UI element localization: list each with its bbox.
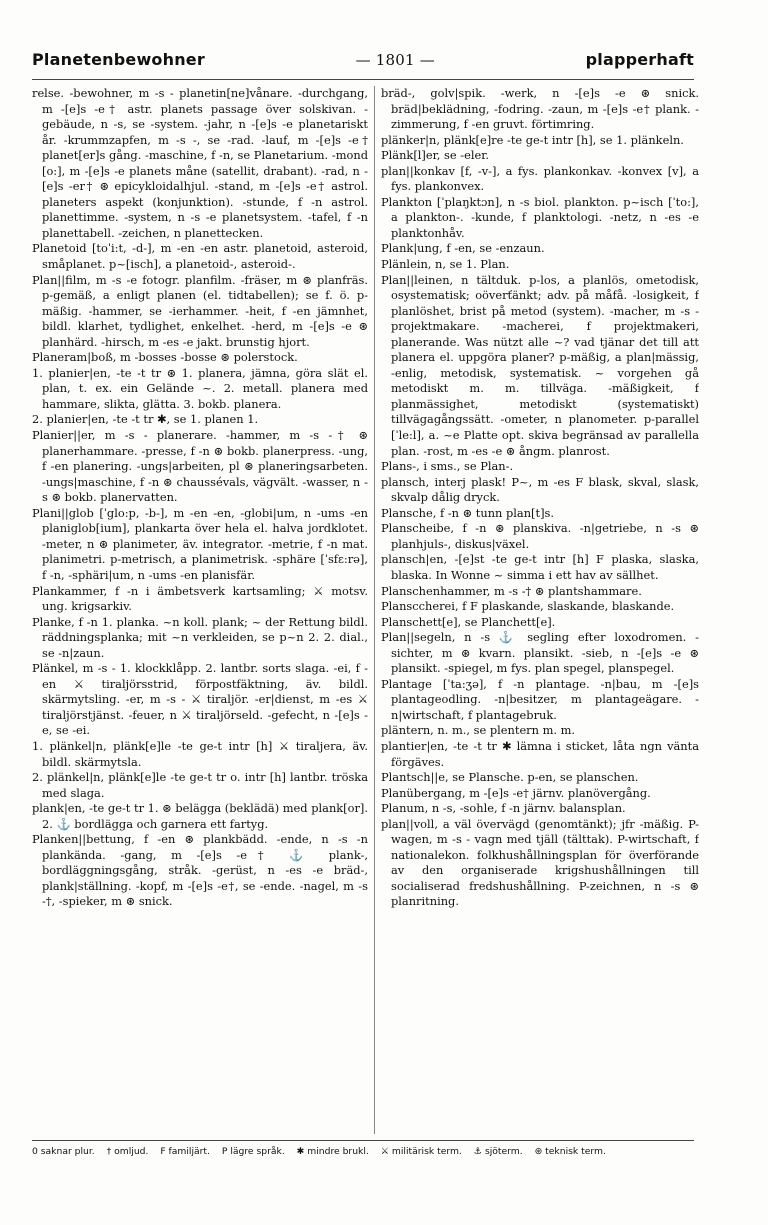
dictionary-entry: Plansche, f -n ⊛ tunn plan[t]s.	[381, 505, 554, 520]
footer-rule	[32, 1140, 694, 1141]
page-number: — 1801 —	[355, 51, 435, 69]
dictionary-entry: Plans-, i sms., se Plan-.	[381, 459, 514, 474]
dictionary-entry: Planier||er, m -s - planerare. -hammer, m -s -† ⊛ planerhammare. -presse, f -n ⊛ bokb. planerpress. -ung, f -en planering. -ungs|arbeiten, pl ⊛ planeringsarbeten. -ungs|maschine, f -n ⊛ chaussévals, vägvält. -wasser, n -s ⊛ bokb. planervatten.	[32, 428, 368, 505]
dictionary-entry: plank|en, -te ge-t tr 1. ⊛ belägga (beklädä) med plank[or]. 2. ⚓ bordlägga och garnera ett fartyg.	[32, 801, 368, 831]
page-header	[32, 50, 694, 74]
dictionary-entry: Plansccherei, f F plaskande, slaskande, blaskande.	[381, 599, 675, 614]
dictionary-entry: Plankton [ˈplaŋktɔn], n -s biol. plankton. p~isch [ˈto:], a plankton-. -kunde, f planktologi. -netz, n -es -e planktonhåv.	[381, 194, 699, 240]
dictionary-entry: Planum, n -s, -sohle, f -n järnv. balansplan.	[381, 801, 626, 816]
legend-item: ⚓ sjöterm.	[473, 1146, 523, 1157]
dictionary-entry: Plan||leinen, n tältduk. p-los, a planlös, ometodisk, osystematisk; oöverťänkt; adv. på måfå. -losigkeit, f planlöshet, brist på metod (system). -macher, m -s - projektmakare. -macherei, f projektmakeri, planerande. Was nützt alle ~? vad tjänar det till att planera el. uppgöra planer? p-mäßig, a plan|mässig, -enlig, metodisk, systematisk. ~ vorgehen gå metodiskt m. m. tillväga. -mäßigkeit, f planmässighet, metodiskt (systematiskt) tillvägagångssätt. -ometer, n planometer. p-parallel [ˈle:l], a. ~e Platte opt. skiva begränsad av parallella plan. -rost, m -es -e ⊛ ångm. planrost.	[381, 272, 699, 458]
header-rule	[32, 79, 694, 80]
dictionary-entry: plantier|en, -te -t tr ✱ lämna i sticket, låta ngn vänta förgäves.	[381, 738, 699, 769]
abbreviation-legend	[32, 1146, 694, 1158]
running-head-left: Planetenbewohner	[32, 50, 205, 69]
legend-item: ✱ mindre brukl.	[296, 1146, 369, 1157]
dictionary-entry: Plank|ung, f -en, se -enzaun.	[381, 241, 545, 256]
column-divider	[374, 86, 375, 1134]
legend-item: ⊛ teknisk term.	[534, 1146, 606, 1157]
dictionary-entry: Plan||film, m -s -e fotogr. planfilm. -fräser, m ⊛ planfräs. p-gemäß, a enligt planen (el. tidtabellen); se f. ö. p-mäßig. -hammer, se -ierhammer. -heit, f -en jämnhet, bildl. klarhet, tydlighet, enkelhet. -herd, m -[e]s -e ⊛ planhärd. -hirsch, m -es -e jakt. brunstig hjort.	[32, 272, 368, 349]
dictionary-entry: Planke, f -n 1. planka. ~n koll. plank; ~ der Rettung bildl. räddningsplanka; mit ~n verkleiden, se p~n 2. 2. dial., se -n|zaun.	[32, 614, 368, 660]
dictionary-entry: Planscheibe, f -n ⊛ planskiva. -n|getriebe, n -s ⊛ planhjuls-, diskus|växel.	[381, 521, 699, 551]
dictionary-entry: Plantage [ˈta:ʒə], f -n plantage. -n|bau, m -[e]s plantageodling. -n|besitzer, m plantageägare. -n|wirtschaft, f plantagebruk.	[381, 676, 699, 722]
legend-item: 0 saknar plur.	[32, 1146, 95, 1157]
dictionary-entry: 1. plänkel|n, plänk[e]le -te ge-t intr [h] ⚔ tiraljera, äv. bildl. skärmytsla.	[32, 738, 368, 769]
right-column	[381, 86, 699, 1134]
dictionary-entry: plansch|en, -[e]st -te ge-t intr [h] F plaska, slaska, blaska. In Wonne ~ simma i ett hav av sällhet.	[381, 552, 699, 582]
dictionary-entry: plan||konkav [f, -v-], a fys. plankonkav. -konvex [v], a fys. plankonvex.	[381, 163, 699, 194]
dictionary-entry: Planübergang, m -[e]s -e† järnv. planövergång.	[381, 785, 651, 800]
legend-item: ⚔ militärisk term.	[380, 1146, 462, 1157]
dictionary-entry: Plan||segeln, n -s ⚓ segling efter loxodromen. -sichter, m ⊛ kvarn. plansikt. -sieb, n -[e]s -e ⊛ plansikt. -spiegel, m fys. plan spegel, planspegel.	[381, 630, 699, 676]
dictionary-entry: Plani||glob [ˈglo:p, -b-], m -en -en, -globi|um, n -ums -en planiglob[ium], plankarta över hela el. halva jordklotet. -meter, n ⊛ planimeter, äv. integrator. -metrie, f -n mat. planimetri. p-metrisch, a planimetrisk. -sphäre [ˈsfɛ:rə], f -n, -sphäri|um, n -ums -en planisfär.	[32, 505, 368, 582]
dictionary-entry: 1. planier|en, -te -t tr ⊛ 1. planera, jämna, göra slät el. plan, t. ex. ein Gelände ~. 2. metall. planera med hammare, slikta, glätta. 3. bokb. planera.	[32, 365, 368, 411]
dictionary-entry: Plänkel, m -s - 1. klockklåpp. 2. lantbr. sorts slaga. -ei, f -en ⚔ tiraljörsstrid, förpostfäktning, äv. bildl. skärmytsling. -er, m -s - ⚔ tiraljör. -er|dienst, m -es ⚔ tiraljörstjänst. -feuer, n ⚔ tiraljörseld. -gefecht, n -[e]s -e, se -ei.	[32, 661, 368, 738]
dictionary-entry: Plankammer, f -n i ämbetsverk kartsamling; ⚔ motsv. ung. krigsarkiv.	[32, 583, 368, 614]
dictionary-entry: plansch, interj plask! P~, m -es F blask, skval, slask, skvalp dålig dryck.	[381, 474, 699, 505]
dictionary-entry: bräd-, golv|spik. -werk, n -[e]s -e ⊛ snick. bräd|beklädning, -fodring. -zaun, m -[e]s -e† plank. -zimmerung, f -en gruvt. förtimring.	[381, 86, 699, 132]
running-head-right: plapperhaft	[585, 50, 694, 69]
dictionary-entry: Planetoid [toˈi:t, -d-], m -en -en astr. planetoid, asteroid, småplanet. p~[isch], a planetoid-, asteroid-.	[32, 241, 368, 272]
dictionary-entry: relse. -bewohner, m -s - planetin[ne]vånare. -durchgang, m -[e]s -e† astr. planets passage över solskivan. -gebäude, n -s, se -system. -jahr, n -[e]s -e planetariskt år. -krummzapfen, m -s -, se -rad. -lauf, m -[e]s -e† planet[er]s gång. -maschine, f -n, se Planetarium. -mond [o:], m -[e]s -e planets måne (satellit, drabant). -rad, n -[e]s -er† ⊛ epicykloidalhjul. -stand, m -[e]s -e† astrol. planeters aspekt (konjunktion). -stunde, f -n astrol. planettimme. -system, n -s -e planetsystem. -tafel, f -n planettabell. -zeichen, n planettecken.	[32, 86, 368, 240]
dictionary-entry: Planken||bettung, f -en ⊛ plankbädd. -ende, n -s -n plankända. -gang, m -[e]s -e† ⚓ plank-, bordläggningsgång, stråk. -gerüst, n -es -e bräd-, plank|ställning. -kopf, m -[e]s -e†, se -ende. -nagel, m -s -†, -spieker, m ⊛ snick.	[32, 832, 368, 909]
dictionary-entry: Planeram|boß, m -bosses -bosse ⊛ polerstock.	[32, 350, 298, 365]
left-column	[32, 86, 368, 1134]
dictionary-entry: Plänlein, n, se 1. Plan.	[381, 257, 510, 272]
dictionary-entry: pläntern, n. m., se plentern m. m.	[381, 723, 576, 738]
dictionary-entry: Planschenhammer, m -s -† ⊛ plantshammare.	[381, 583, 642, 598]
dictionary-entry: 2. planier|en, -te -t tr ✱, se 1. planen 1.	[32, 412, 259, 427]
legend-item: F familjärt.	[160, 1146, 210, 1157]
dictionary-entry: plänker|n, plänk[e]re -te ge-t intr [h], se 1. plänkeln.	[381, 132, 684, 147]
legend-item: P lägre språk.	[221, 1146, 285, 1157]
dictionary-entry: Plänk[l]er, se -eler.	[381, 148, 490, 163]
dictionary-entry: plan||voll, a väl övervägd (genomtänkt); jfr -mäßig. P-wagen, m -s - vagn med tjäll (tälttak). P-wirtschaft, f nationalekon. folkhushållningsplan för överförande av den organiserade krigshushållningen till socialiserad fredshushållning. P-zeichnen, n -s ⊛ planritning.	[381, 816, 699, 909]
dictionary-entry: Plantsch||e, se Plansche. p-en, se planschen.	[381, 770, 639, 785]
dictionary-entry: 2. plänkel|n, plänk[e]le -te ge-t tr o. intr [h] lantbr. tröska med slaga.	[32, 770, 368, 800]
dictionary-entry: Planschett[e], se Planchett[e].	[381, 614, 556, 629]
legend-item: † omljud.	[106, 1146, 149, 1157]
